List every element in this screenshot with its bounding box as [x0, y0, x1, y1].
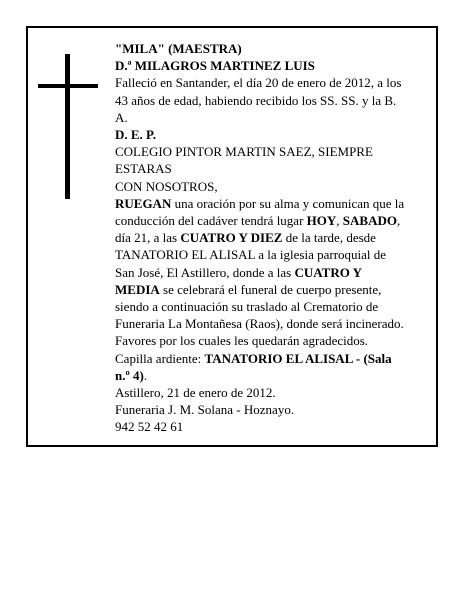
rest-in-peace: D. E. P.	[115, 127, 157, 143]
cross-horizontal-bar	[38, 84, 98, 88]
body-line-6	[115, 281, 433, 298]
school-line-2: ESTARAS	[115, 161, 172, 177]
phone-number: 942 52 42 61	[115, 419, 184, 435]
body-line-8: Funeraria La Montañesa (Raos), donde será incinerado.	[115, 316, 404, 332]
deceased-nickname: "MILA" (MAESTRA)	[115, 41, 242, 56]
obituary-notice	[26, 26, 438, 447]
cross-icon	[38, 54, 98, 199]
chapel-place-part-1: TANATORIO EL ALISAL - (Sala	[204, 350, 392, 366]
school-line-1: COLEGIO PINTOR MARTIN SAEZ, SIEMPRE	[115, 144, 373, 160]
body-line-2	[115, 212, 433, 229]
death-line-1: Falleció en Santander, el día 20 de enero de 2012, a los	[115, 75, 402, 91]
body-line-5-start: San José, El Astillero, donde a las	[115, 264, 295, 280]
body-line-3-start: día 21, a las	[115, 230, 181, 246]
funeral-time-part-1: CUATRO Y	[294, 264, 362, 280]
death-line-3: A.	[115, 109, 128, 125]
body-line-10	[115, 350, 433, 367]
funeral-time-part-2: MEDIA	[115, 281, 160, 297]
body-line-1	[115, 195, 433, 212]
body-line-11-rest: .	[143, 367, 148, 383]
school-line-3: CON NOSOTROS,	[115, 178, 218, 194]
body-line-1-rest: una oración por su alma y comunican que la	[171, 195, 405, 211]
body-line-2-comma: ,	[336, 213, 343, 229]
body-line-4: TANATORIO EL ALISAL a la iglesia parroquial de	[115, 247, 387, 263]
body-line-3-rest: de la tarde, desde	[282, 230, 376, 246]
hoy-word: HOY	[306, 213, 337, 229]
death-line-2: 43 años de edad, habiendo recibido los SS. SS. y la B.	[115, 92, 397, 108]
body-line-6-rest: se celebrará el funeral de cuerpo presente,	[159, 281, 382, 297]
sabado-word: SABADO	[342, 213, 397, 229]
cross-vertical-bar	[65, 54, 70, 199]
notice-text	[115, 40, 433, 436]
body-line-11	[115, 367, 433, 384]
departure-time: CUATRO Y DIEZ	[180, 230, 283, 246]
body-line-5	[115, 264, 433, 281]
body-line-3	[115, 229, 433, 246]
ruegan-word: RUEGAN	[115, 195, 172, 211]
chapel-place-part-2: n.º 4)	[115, 367, 144, 383]
funeral-home: Funeraria J. M. Solana - Hoznayo.	[115, 402, 295, 418]
deceased-name: D.ª MILAGROS MARTINEZ LUIS	[115, 58, 315, 74]
body-line-7: siendo a continuación su traslado al Crematorio de	[115, 299, 379, 315]
chapel-label: Capilla ardiente:	[115, 350, 205, 366]
place-date: Astillero, 21 de enero de 2012.	[115, 385, 276, 401]
body-line-9: Favores por los cuales les quedarán agradecidos.	[115, 333, 369, 349]
body-line-2-start: conducción del cadáver tendrá lugar	[115, 213, 307, 229]
body-line-2-end: ,	[396, 213, 401, 229]
